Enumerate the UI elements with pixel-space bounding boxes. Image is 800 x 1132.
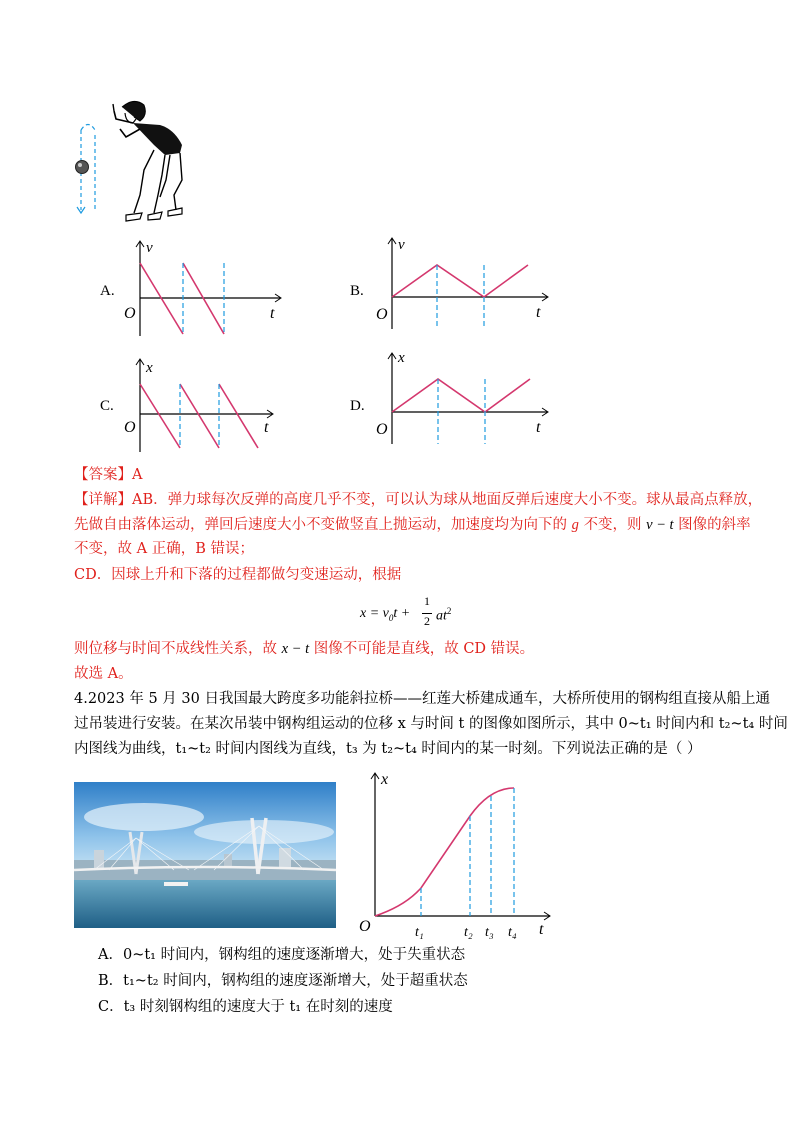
origin-label: O — [376, 306, 388, 323]
axis-label-x: x — [381, 771, 389, 788]
option-c-label: C. — [100, 398, 114, 414]
detail-line-5: 则位移与时间不成线性关系，故 x − t 图像不可能是直线，故 CD 错误。 — [74, 641, 535, 657]
origin-label: O — [124, 419, 136, 436]
detail-line-4: CD．因球上升和下落的过程都做匀变速运动，根据 — [74, 567, 402, 583]
tick-t4: t₄ — [508, 925, 517, 940]
origin-label: O — [359, 918, 371, 935]
bridge-photo — [74, 782, 336, 928]
axis-label-v: v — [146, 240, 153, 256]
graph-option-a — [120, 238, 285, 338]
graph-option-d — [372, 348, 552, 448]
tick-t1: t₁ — [415, 925, 424, 940]
detail-line-3: 不变，故 A 正确，B 错误； — [74, 541, 254, 557]
option-b[interactable]: B．t₁~t₂ 时间内，钢构组的速度逐渐增大，处于超重状态 — [98, 973, 468, 989]
option-a-label: A. — [100, 283, 115, 299]
origin-label: O — [376, 421, 388, 438]
axis-label-t: t — [536, 419, 541, 436]
answer-text: 【答案】A — [74, 467, 143, 483]
option-b-label: B. — [350, 283, 364, 299]
tick-t2: t₂ — [464, 925, 473, 940]
option-c[interactable]: C．t₃ 时刻钢构组的速度大于 t₁ 在时刻的速度 — [98, 999, 393, 1015]
axis-label-x: x — [146, 360, 153, 376]
stem-line-3: 内图线为曲线，t₁~t₂ 时间内图线为直线，t₃ 为 t₂~t₄ 时间内的某一时刻。下列说法正确的是（ ） — [74, 741, 702, 757]
ball-bounce-illustration — [70, 95, 195, 230]
option-a[interactable]: A．0~t₁ 时间内，钢构组的速度逐渐增大，处于失重状态 — [98, 947, 466, 963]
axis-label-t: t — [536, 304, 541, 321]
q4-xt-graph — [355, 766, 555, 941]
origin-label: O — [124, 305, 136, 322]
option-d-label: D. — [350, 398, 365, 414]
tick-t3: t₃ — [485, 925, 494, 940]
axis-label-x: x — [398, 350, 405, 366]
axis-label-t: t — [270, 305, 275, 322]
graph-option-c — [120, 356, 285, 456]
stem-line-2: 过吊装进行安装。在某次吊装中钢构组运动的位移 x 与时间 t 的图像如图所示，其中 0~t₁ 时间内和 t₂~t₄ 时间 — [74, 716, 788, 732]
axis-label-t: t — [539, 921, 544, 938]
graph-option-b — [372, 233, 552, 333]
axis-label-t: t — [264, 419, 269, 436]
detail-line-2: 先做自由落体运动，弹回后速度大小不变做竖直上抛运动，加速度均为向下的 g 不变，则 v − t 图像的斜率 — [74, 517, 751, 533]
stem-line-1: 4.2023 年 5 月 30 日我国最大跨度多功能斜拉桥——红莲大桥建成通车，大桥所使用的钢构组直接从船上通 — [74, 691, 770, 707]
axis-label-v: v — [398, 237, 405, 253]
detail-line-6: 故选 A。 — [74, 666, 133, 682]
detail-line-1: 【详解】AB．弹力球每次反弹的高度几乎不变，可以认为球从地面反弹后速度大小不变。球从最高点释放， — [74, 492, 763, 508]
